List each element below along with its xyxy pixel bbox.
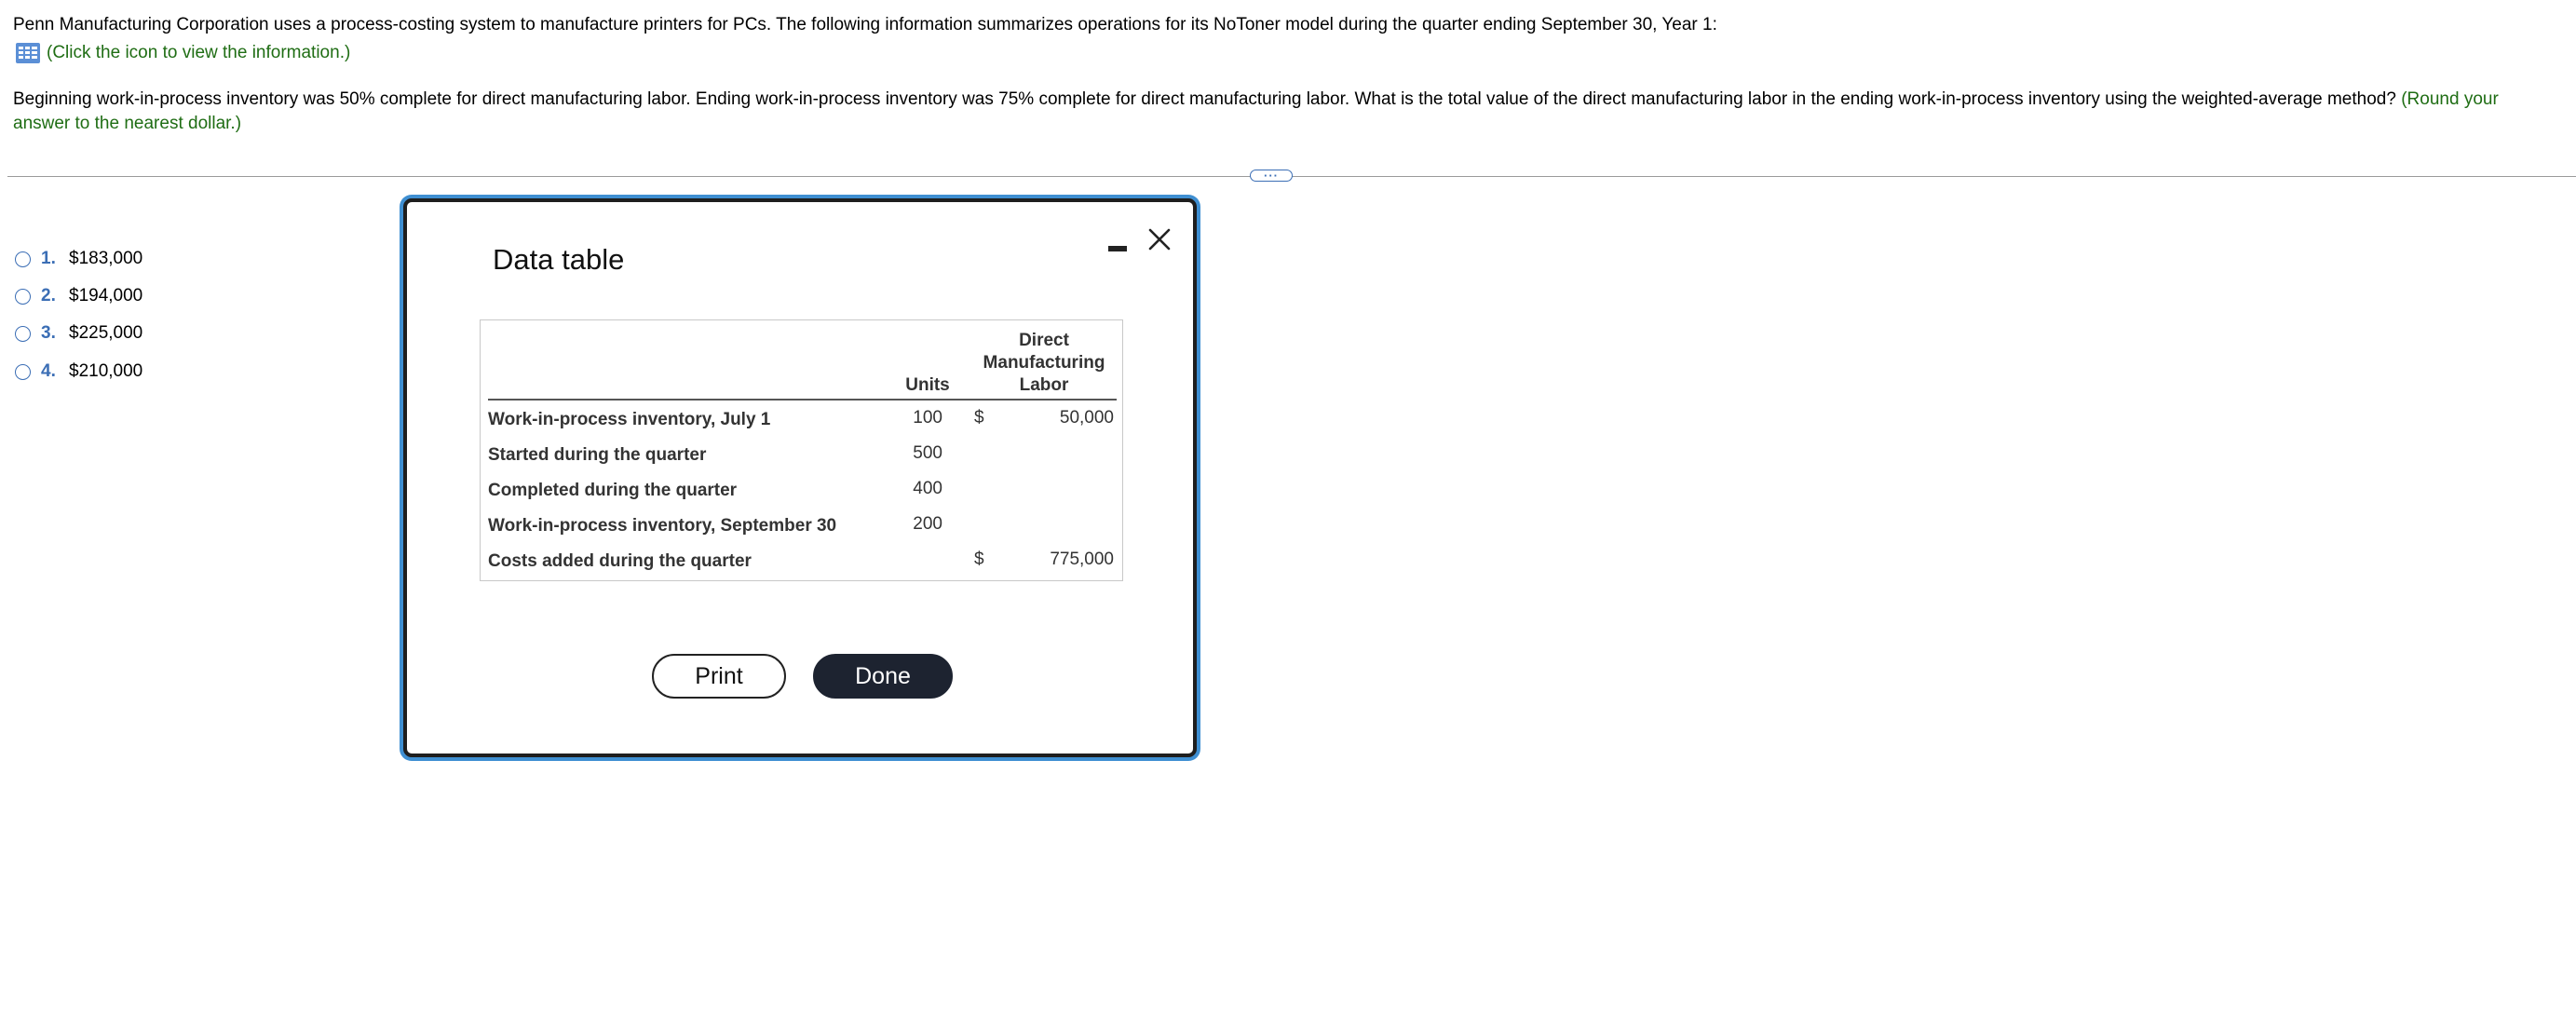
question-body: Beginning work-in-process inventory was 50% complete for direct manufacturing labor. Ending work-in-process inventory was 75% complete for direct manufacturing labor. What is the total value of the direct manufacturing labor in the ending work-in-process inventory using the weighted-average method?	[13, 89, 2396, 109]
data-table-icon[interactable]	[15, 42, 41, 64]
ellipsis-icon: ···	[1264, 168, 1279, 183]
question-body-line1	[13, 88, 2499, 112]
table-row-label: Costs added during the quarter	[488, 551, 752, 571]
units-header: Units	[905, 375, 950, 395]
table-row-label: Work-in-process inventory, July 1	[488, 410, 771, 429]
answer-option-3[interactable]	[15, 321, 142, 346]
dialog-title: Data table	[493, 243, 625, 276]
table-row-label: Completed during the quarter	[488, 481, 738, 500]
option-value: $225,000	[69, 323, 143, 343]
rounding-hint: (Round your	[2401, 89, 2499, 109]
units-cell: 400	[913, 479, 942, 498]
option-number: 3.	[41, 323, 56, 343]
close-icon[interactable]	[1146, 225, 1173, 253]
dml-cell: 775,000	[1050, 550, 1114, 569]
dml-header-line1: Direct	[1019, 331, 1069, 350]
dml-cell: 50,000	[1059, 408, 1114, 428]
dml-header-line2: Manufacturing	[983, 353, 1105, 373]
question-intro: Penn Manufacturing Corporation uses a process-costing system to manufacture printers for PCs. The following information summarizes operations for its NoToner model during the quarter ending September 30, Year 1:	[13, 15, 1717, 34]
radio-button[interactable]	[15, 251, 31, 267]
units-cell: 100	[913, 408, 942, 428]
radio-button[interactable]	[15, 289, 31, 305]
done-button[interactable]: Done	[813, 654, 953, 699]
option-value: $210,000	[69, 361, 143, 381]
rounding-hint-cont: answer to the nearest dollar.)	[13, 114, 242, 133]
option-value: $194,000	[69, 286, 143, 306]
units-cell: 200	[913, 514, 942, 534]
answer-option-4[interactable]	[15, 360, 142, 384]
units-cell: 500	[913, 443, 942, 463]
expand-button[interactable]	[1250, 170, 1293, 182]
option-number: 4.	[41, 361, 56, 381]
table-row-label: Work-in-process inventory, September 30	[488, 516, 837, 536]
option-value: $183,000	[69, 249, 143, 268]
info-link-text[interactable]: (Click the icon to view the information.)	[47, 43, 351, 62]
header-rule	[488, 399, 1117, 401]
print-button[interactable]: Print	[652, 654, 786, 699]
minimize-icon[interactable]	[1107, 238, 1128, 259]
data-table	[480, 319, 1123, 581]
answer-option-2[interactable]	[15, 284, 142, 308]
currency-cell: $	[974, 550, 984, 569]
currency-cell: $	[974, 408, 984, 428]
radio-button[interactable]	[15, 364, 31, 380]
answer-option-1[interactable]	[15, 247, 142, 271]
dml-header-line3: Labor	[1019, 375, 1069, 395]
option-number: 1.	[41, 249, 56, 268]
option-number: 2.	[41, 286, 56, 306]
table-row-label: Started during the quarter	[488, 445, 707, 465]
radio-button[interactable]	[15, 326, 31, 342]
info-link[interactable]	[15, 41, 350, 65]
data-table-dialog	[403, 198, 1197, 757]
